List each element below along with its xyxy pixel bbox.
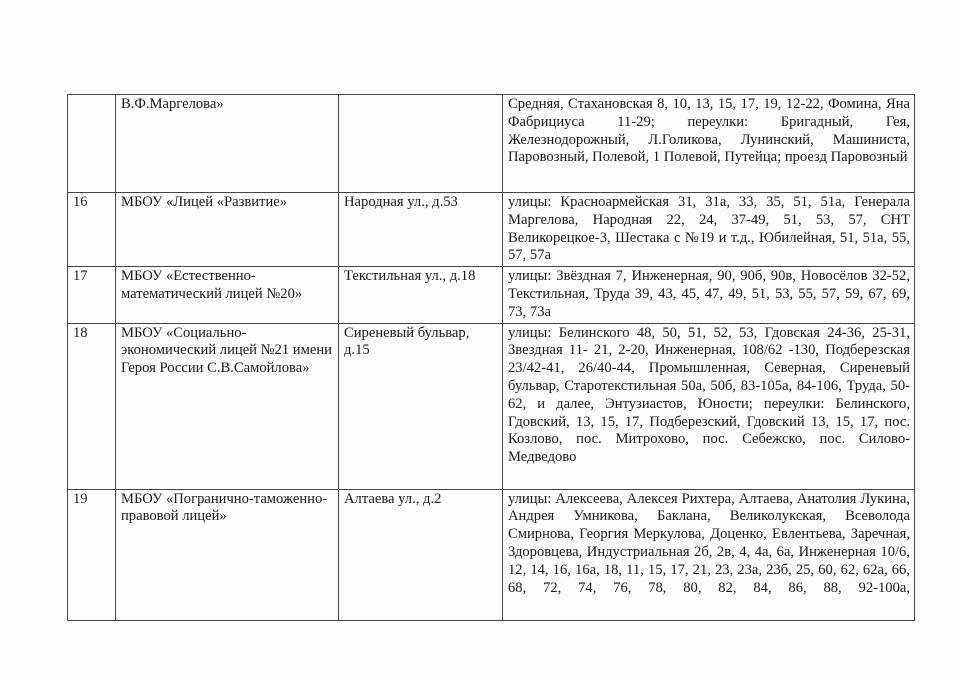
schools-territory-table <box>67 94 915 621</box>
row-number <box>68 95 116 193</box>
school-name: В.Ф.Маргелова» <box>116 95 339 193</box>
school-address <box>339 95 503 193</box>
table-row <box>68 489 915 620</box>
row-number: 17 <box>68 267 116 323</box>
school-name: МБОУ «Социально-экономический лицей №21 имени Героя России С.В.Самойлова» <box>116 323 339 489</box>
table-row <box>68 267 915 323</box>
school-name: МБОУ «Естественно-математический лицей №20» <box>116 267 339 323</box>
table-row <box>68 95 915 193</box>
row-number: 16 <box>68 193 116 267</box>
table-row <box>68 193 915 267</box>
row-number: 19 <box>68 489 116 620</box>
school-address: Алтаева ул., д.2 <box>339 489 503 620</box>
row-number: 18 <box>68 323 116 489</box>
school-address: Текстильная ул., д.18 <box>339 267 503 323</box>
school-address: Сиреневый бульвар, д.15 <box>339 323 503 489</box>
assigned-territory: улицы: Алексеева, Алексея Рихтера, Алтаева, Анатолия Лукина, Андрея Умникова, Баклана, Великолукская, Всеволода Смирнова, Георгия Меркулова, Доценко, Евлентьева, Заречная, Здоровцева, Индустриальная 2б, 2в, 4, 4а, 6а, Инженерная 10/6, 12, 14, 16, 16а, 18, 11, 15, 17, 21, 23, 23а, 23б, 25, 60, 62, 62а, 66, 68, 72, 74, 76, 78, 80, 82, 84, 86, 88, 92-100а, <box>503 489 915 620</box>
assigned-territory: улицы: Белинского 48, 50, 51, 52, 53, Гдовская 24-36, 25-31, Звездная 11- 21, 2-20, Инженерная, 108/62 -130, Подберезская 23/42-41, 26/40-44, Промышленная, Северная, Сиреневый бульвар, Старотекстильная 50а, 50б, 83-105а, 84-106, Труда, 50-62, и далее, Энтузиастов, Юности; переулки: Белинского, Гдовский, 13, 15, 17, Подберезский, Гдовский 13, 15, 17, пос. Козлово, пос. Митрохово, пос. Себежско, пос. Силово-Медведово <box>503 323 915 489</box>
assigned-territory: улицы: Звёздная 7, Инженерная, 90, 90б, 90в, Новосёлов 32-52, Текстильная, Труда 39, 43, 45, 47, 49, 51, 53, 55, 57, 59, 67, 69, 73, 73а <box>503 267 915 323</box>
school-name: МБОУ «Лицей «Развитие» <box>116 193 339 267</box>
table-row <box>68 323 915 489</box>
school-name: МБОУ «Погранично-таможенно-правовой лицей» <box>116 489 339 620</box>
assigned-territory: улицы: Красноармейская 31, 31а, 33, 35, 51, 51а, Генерала Маргелова, Народная 22, 24, 37-49, 51, 53, 57, СНТ Великорецкое-3, Шестака с №19 и т.д., Юбилейная, 51, 51а, 55, 57, 57а <box>503 193 915 267</box>
school-address: Народная ул., д.53 <box>339 193 503 267</box>
assigned-territory: Средняя, Стахановская 8, 10, 13, 15, 17, 19, 12-22, Фомина, Яна Фабрициуса 11-29; переулки: Бригадный, Гея, Железнодорожный, Л.Голикова, Лунинский, Машиниста, Паровозный, Полевой, 1 Полевой, Путейца; проезд Паровозный <box>503 95 915 193</box>
